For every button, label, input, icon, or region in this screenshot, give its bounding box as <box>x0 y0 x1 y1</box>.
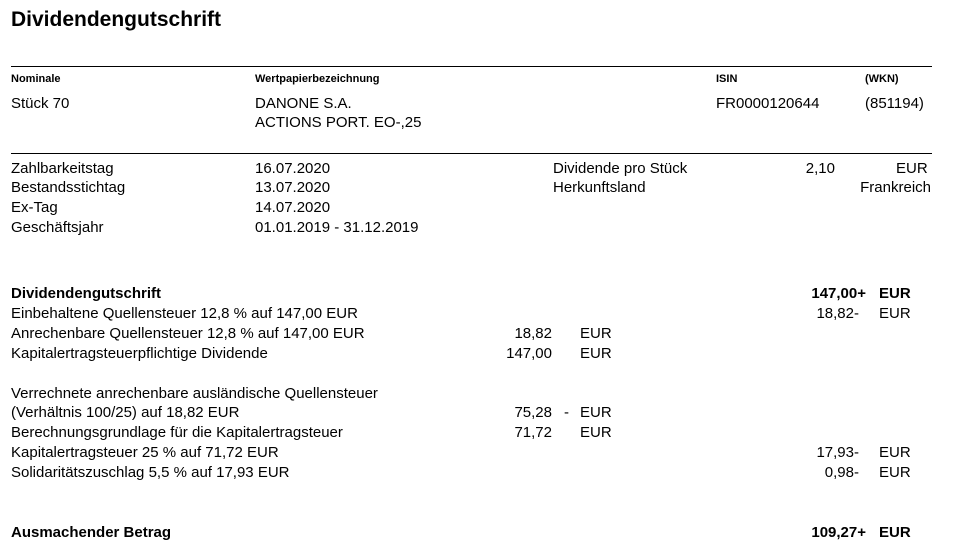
date-value: 16.07.2020 <box>255 160 331 177</box>
date-label: Geschäftsjahr <box>11 219 104 236</box>
kapitalpflichtig-currency: EUR <box>580 345 612 362</box>
dividend-per-share-label: Dividende pro Stück <box>553 160 688 177</box>
grundlage-currency: EUR <box>580 424 612 441</box>
verrechnet-amount: 75,28 <box>514 404 552 421</box>
soli-amount: 0,98- <box>824 464 859 481</box>
date-value: 01.01.2019 - 31.12.2019 <box>255 219 419 236</box>
kest-label: Kapitalertragsteuer 25 % auf 71,72 EUR <box>11 444 279 461</box>
total-amount: 109,27+ <box>811 524 866 541</box>
soli-label: Solidaritätszuschlag 5,5 % auf 17,93 EUR <box>11 464 290 481</box>
security-name-line2: ACTIONS PORT. EO-,25 <box>255 114 422 131</box>
country-value: Frankreich <box>860 179 931 196</box>
anrechenbar-label: Anrechenbare Quellensteuer 12,8 % auf 147,00 EUR <box>11 325 365 342</box>
date-label: Ex-Tag <box>11 199 58 216</box>
verrechnet-label-2: (Verhältnis 100/25) auf 18,82 EUR <box>11 404 240 421</box>
page-title: Dividendengutschrift <box>11 8 222 31</box>
grundlage-amount: 71,72 <box>514 424 552 441</box>
kapitalpflichtig-amount: 147,00 <box>506 345 552 362</box>
wertpapier-header: Wertpapierbezeichnung <box>255 73 380 85</box>
quellensteuer-amount: 18,82- <box>816 305 859 322</box>
kest-currency: EUR <box>879 444 911 461</box>
dividend-per-share-currency: EUR <box>896 160 928 177</box>
total-currency: EUR <box>879 524 911 541</box>
quellensteuer-label: Einbehaltene Quellensteuer 12,8 % auf 147,00 EUR <box>11 305 358 322</box>
grundlage-label: Berechnungsgrundlage für die Kapitalertragsteuer <box>11 424 343 441</box>
verrechnet-label: Verrechnete anrechenbare ausländische Quellensteuer <box>11 385 378 402</box>
total-label: Ausmachender Betrag <box>11 524 172 541</box>
section-rule <box>11 153 932 154</box>
date-value: 13.07.2020 <box>255 179 331 196</box>
kest-amount: 17,93- <box>816 444 859 461</box>
soli-currency: EUR <box>879 464 911 481</box>
verrechnet-currency: EUR <box>580 404 612 421</box>
gutschrift-amount: 147,00+ <box>811 285 866 302</box>
date-label: Bestandsstichtag <box>11 179 126 196</box>
kapitalpflichtig-label: Kapitalertragsteuerpflichtige Dividende <box>11 345 268 362</box>
nominale-header: Nominale <box>11 73 61 85</box>
wkn-header: (WKN) <box>865 73 899 85</box>
isin-header: ISIN <box>716 73 738 85</box>
isin-value: FR0000120644 <box>716 95 820 112</box>
gutschrift-label: Dividendengutschrift <box>11 285 162 302</box>
nominale-value: Stück 70 <box>11 95 70 112</box>
wkn-value: (851194) <box>865 95 924 112</box>
dividend-per-share-value: 2,10 <box>805 160 835 177</box>
security-name-line1: DANONE S.A. <box>255 95 352 112</box>
gutschrift-currency: EUR <box>879 285 911 302</box>
verrechnet-sign: - <box>564 404 569 421</box>
date-value: 14.07.2020 <box>255 199 331 216</box>
header-rule-top <box>11 66 932 67</box>
anrechenbar-amount: 18,82 <box>514 325 552 342</box>
anrechenbar-currency: EUR <box>580 325 612 342</box>
date-label: Zahlbarkeitstag <box>11 160 114 177</box>
quellensteuer-currency: EUR <box>879 305 911 322</box>
country-label: Herkunftsland <box>553 179 646 196</box>
